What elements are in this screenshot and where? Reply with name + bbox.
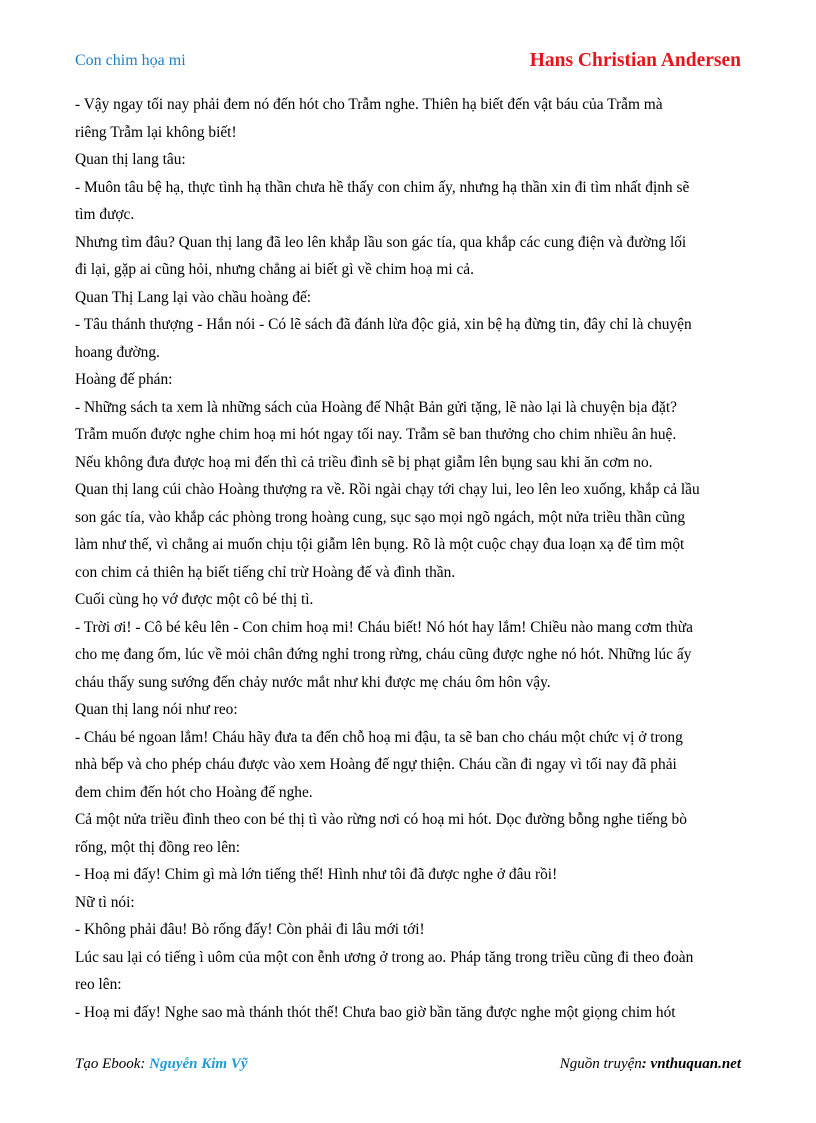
text-line: Cả một nửa triều đình theo con bé thị tì vào rừng nơi có hoạ mi hót. Dọc đường bỗng nghe tiếng bò: [75, 811, 687, 828]
text-line: reo lên:: [75, 976, 122, 993]
text-line: đem chim đến hót cho Hoàng đế nghe.: [75, 783, 313, 801]
text-line: Hoàng đế phán:: [75, 371, 173, 388]
text-line: Nếu không đưa được hoạ mi đến thì cả triều đình sẽ bị phạt giẫm lên bụng sau khi ăn cơm no.: [75, 453, 653, 471]
page-header: [75, 50, 741, 74]
text-line: Quan thị lang cúi chào Hoàng thượng ra về. Rồi ngài chạy tới chạy lui, leo lên leo xuống, khắp cả lầu: [75, 481, 700, 498]
text-line: - Hoạ mi đấy! Nghe sao mà thánh thót thế! Chưa bao giờ bần tăng được nghe một giọng chim hót: [75, 1003, 676, 1021]
text-line: Lúc sau lại có tiếng ì uôm của một con ễnh ương ở trong ao. Pháp tăng trong triều cũng đi theo đoàn: [75, 948, 694, 966]
creator-label: Tạo Ebook: [75, 1056, 141, 1072]
author-name: Hans Christian Andersen: [529, 50, 741, 71]
text-line: - Cháu bé ngoan lắm! Cháu hãy đưa ta đến chỗ hoạ mi đậu, ta sẽ ban cho cháu một chức vị ở trong: [75, 728, 683, 746]
text-line: con chim cả thiên hạ biết tiếng chỉ trừ Hoàng đế và đình thần.: [75, 563, 456, 581]
ebook-credit: [75, 1056, 248, 1073]
text-line: cháu thấy sung sướng đến chảy nước mắt như khi được mẹ cháu ôm hôn vậy.: [75, 673, 551, 691]
text-line: - Tâu thánh thượng - Hắn nói - Có lẽ sách đã đánh lừa độc giả, xin bệ hạ đừng tin, đây chỉ là chuyện: [75, 316, 692, 333]
text-line: Cuối cùng họ vớ được một cô bé thị tì.: [75, 591, 314, 608]
text-line: Quan thị lang tâu:: [75, 151, 186, 168]
source-separator: :: [641, 1056, 651, 1072]
text-line: tìm được.: [75, 206, 135, 223]
creator-name: Nguyễn Kim Vỹ: [149, 1056, 248, 1072]
text-line: Trẫm muốn được nghe chim hoạ mi hót ngay tối nay. Trẫm sẽ ban thưởng cho chim nhiều ân huệ.: [75, 426, 677, 443]
book-title: Con chim họa mi: [75, 52, 186, 69]
source-label: Nguồn truyện: [559, 1056, 642, 1072]
text-line: làm như thế, vì chẳng ai muốn chịu tội giẫm lên bụng. Rõ là một cuộc chạy đua loạn xạ để tìm một: [75, 536, 685, 553]
text-line: Quan thị lang nói như reo:: [75, 701, 238, 718]
text-line: riêng Trẫm lại không biết!: [75, 123, 237, 141]
text-line: rống, một thị đồng reo lên:: [75, 838, 240, 856]
text-line: - Những sách ta xem là những sách của Hoàng đế Nhật Bản gửi tặng, lẽ nào lại là chuyện bịa đặt?: [75, 398, 677, 416]
text-line: Nhưng tìm đâu? Quan thị lang đã leo lên khắp lầu son gác tía, qua khắp các cung điện và đường lối: [75, 233, 687, 251]
text-line: Nữ tì nói:: [75, 893, 135, 911]
text-line: Quan Thị Lang lại vào chầu hoàng đế:: [75, 288, 312, 306]
text-line: - Hoạ mi đấy! Chim gì mà lớn tiếng thế! Hình như tôi đã được nghe ở đâu rồi!: [75, 866, 558, 883]
text-line: cho mẹ đang ốm, lúc về mỏi chân đứng nghỉ trong rừng, cháu cũng được nghe nó hót. Những lúc ấy: [75, 646, 692, 663]
creator-separator: :: [140, 1056, 150, 1072]
text-line: - Không phải đâu! Bò rống đấy! Còn phải đi lâu mới tới!: [75, 921, 425, 938]
text-line: nhà bếp và cho phép cháu được vào xem Hoàng đế ngự thiện. Cháu cần đi ngay vì tối nay đã phải: [75, 756, 677, 773]
text-line: hoang đường.: [75, 343, 160, 361]
story-text: [75, 91, 745, 1026]
page-footer: [75, 1056, 741, 1076]
text-line: - Trời ơi! - Cô bé kêu lên - Con chim hoạ mi! Cháu biết! Nó hót hay lắm! Chiều nào mang cơm thừa: [75, 618, 693, 636]
text-line: - Vậy ngay tối nay phải đem nó đến hót cho Trẫm nghe. Thiên hạ biết đến vật báu của Trẫm mà: [75, 96, 663, 113]
source-name: vnthuquan.net: [650, 1056, 741, 1072]
text-line: son gác tía, vào khắp các phòng trong hoàng cung, sục sạo mọi ngõ ngách, một nửa triều thần cũng: [75, 508, 686, 526]
text-line: - Muôn tâu bệ hạ, thực tình hạ thần chưa hề thấy con chim ấy, nhưng hạ thần xin đi tìm nhất định sẽ: [75, 178, 690, 196]
text-line: đi lại, gặp ai cũng hỏi, nhưng chẳng ai biết gì về chim hoạ mi cả.: [75, 261, 474, 278]
source-credit: [560, 1056, 741, 1073]
